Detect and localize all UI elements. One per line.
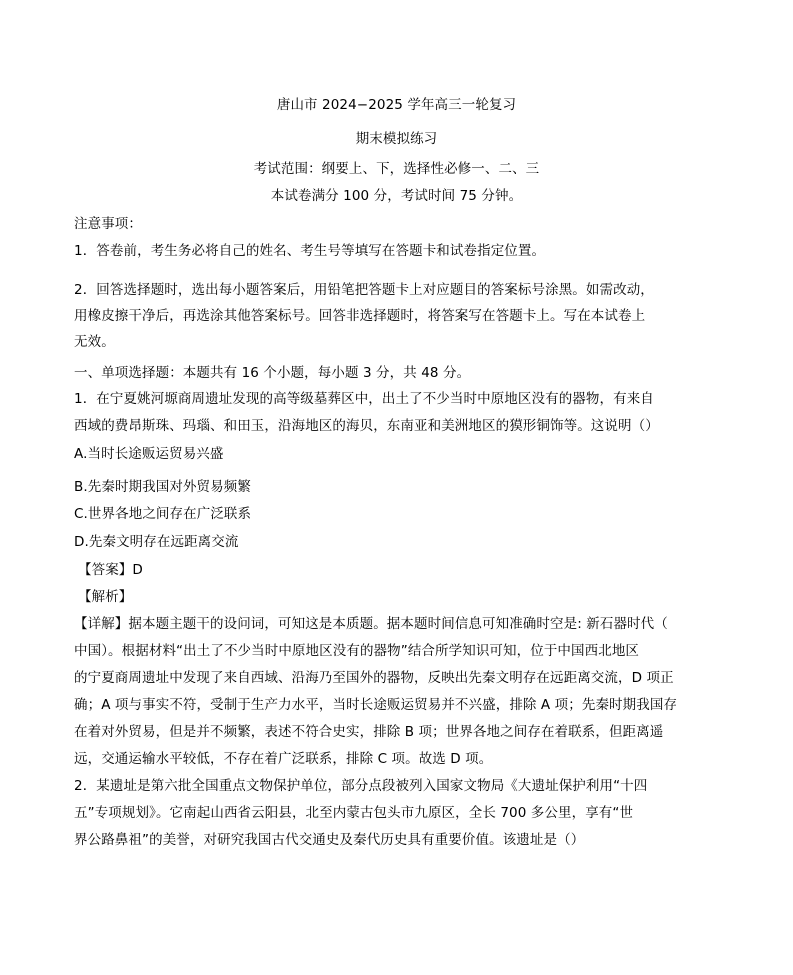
q1-detail-line-1: 【详解】据本题主题干的设问词，可知这是本质题。据本题时间信息可知准确时空是: 新石器时代（ — [74, 616, 668, 632]
q1-option-d: D.先秦文明存在远距离交流 — [74, 534, 239, 550]
note-item-1: 1．答卷前，考生务必将自己的姓名、考生号等填写在答题卡和试卷指定位置。 — [74, 243, 546, 259]
note-item-2-line-1: 2．回答选择题时，选出每小题答案后，用铅笔把答题卡上对应题目的答案标号涂黑。如需改动， — [74, 282, 654, 298]
q1-answer: 【答案】D — [78, 562, 143, 578]
exam-subtitle: 期末模拟练习 — [355, 131, 438, 147]
exam-title: 唐山市 2024−2025 学年高三一轮复习 — [276, 97, 517, 113]
exam-score-time: 本试卷满分 100 分，考试时间 75 分钟。 — [270, 188, 523, 204]
note-item-2-line-2: 用橡皮擦干净后，再选涂其他答案标号。回答非选择题时，将答案写在答题卡上。写在本试卷上 — [74, 308, 646, 324]
q1-detail-line-4: 确；A 项与事实不符，受制于生产力水平，当时长途贩运贸易并不兴盛，排除 A 项；先秦时期我国存 — [74, 697, 678, 713]
q2-stem-line-3: 界公路鼻祖”的美誉，对研究我国古代交通史及秦代历史具有重要价值。该遗址是（） — [74, 832, 585, 848]
note-item-2-line-3: 无效。 — [74, 334, 115, 350]
q1-detail-line-3: 的宁夏商周遗址中发现了来自西域、沿海乃至国外的器物，反映出先秦文明存在远距离交流，D 项正 — [74, 670, 674, 686]
q1-detail-line-2: 中国）。根据材料“出土了不少当时中原地区没有的器物”结合所学知识可知，位于中国西北地区 — [74, 643, 640, 659]
q1-detail-line-5: 在着对外贸易，但是并不频繁，表述不符合史实，排除 B 项；世界各地之间存在着联系，但距离遥 — [74, 724, 664, 740]
q1-option-b: B.先秦时期我国对外贸易频繁 — [74, 479, 251, 495]
section-heading: 一、单项选择题：本题共有 16 个小题，每小题 3 分，共 48 分。 — [74, 365, 471, 381]
q2-stem-line-1: 2．某遗址是第六批全国重点文物保护单位，部分点段被列入国家文物局《大遗址保护利用“十四 — [74, 778, 648, 794]
q1-analysis-label: 【解析】 — [78, 589, 133, 605]
q1-detail-line-6: 远，交通运输水平较低，不存在着广泛联系，排除 C 项。故选 D 项。 — [74, 751, 493, 767]
notes-heading: 注意事项： — [74, 216, 142, 232]
q1-option-c: C.世界各地之间存在广泛联系 — [74, 506, 252, 522]
q1-stem-line-2: 西域的费昂斯珠、玛瑙、和田玉，沿海地区的海贝，东南亚和美洲地区的獏形铜饰等。这说明（） — [74, 418, 659, 434]
q2-stem-line-2: 五”专项规划》。它南起山西省云阳县，北至内蒙古包头市九原区，全长 700 多公里，享有“世 — [74, 805, 634, 821]
exam-scope: 考试范围：纲要上、下，选择性必修一、二、三 — [253, 161, 540, 177]
q1-option-a: A.当时长途贩运贸易兴盛 — [74, 446, 224, 462]
q1-stem-line-1: 1．在宁夏姚河塬商周遗址发现的高等级墓葬区中，出土了不少当时中原地区没有的器物，有来自 — [74, 391, 654, 407]
